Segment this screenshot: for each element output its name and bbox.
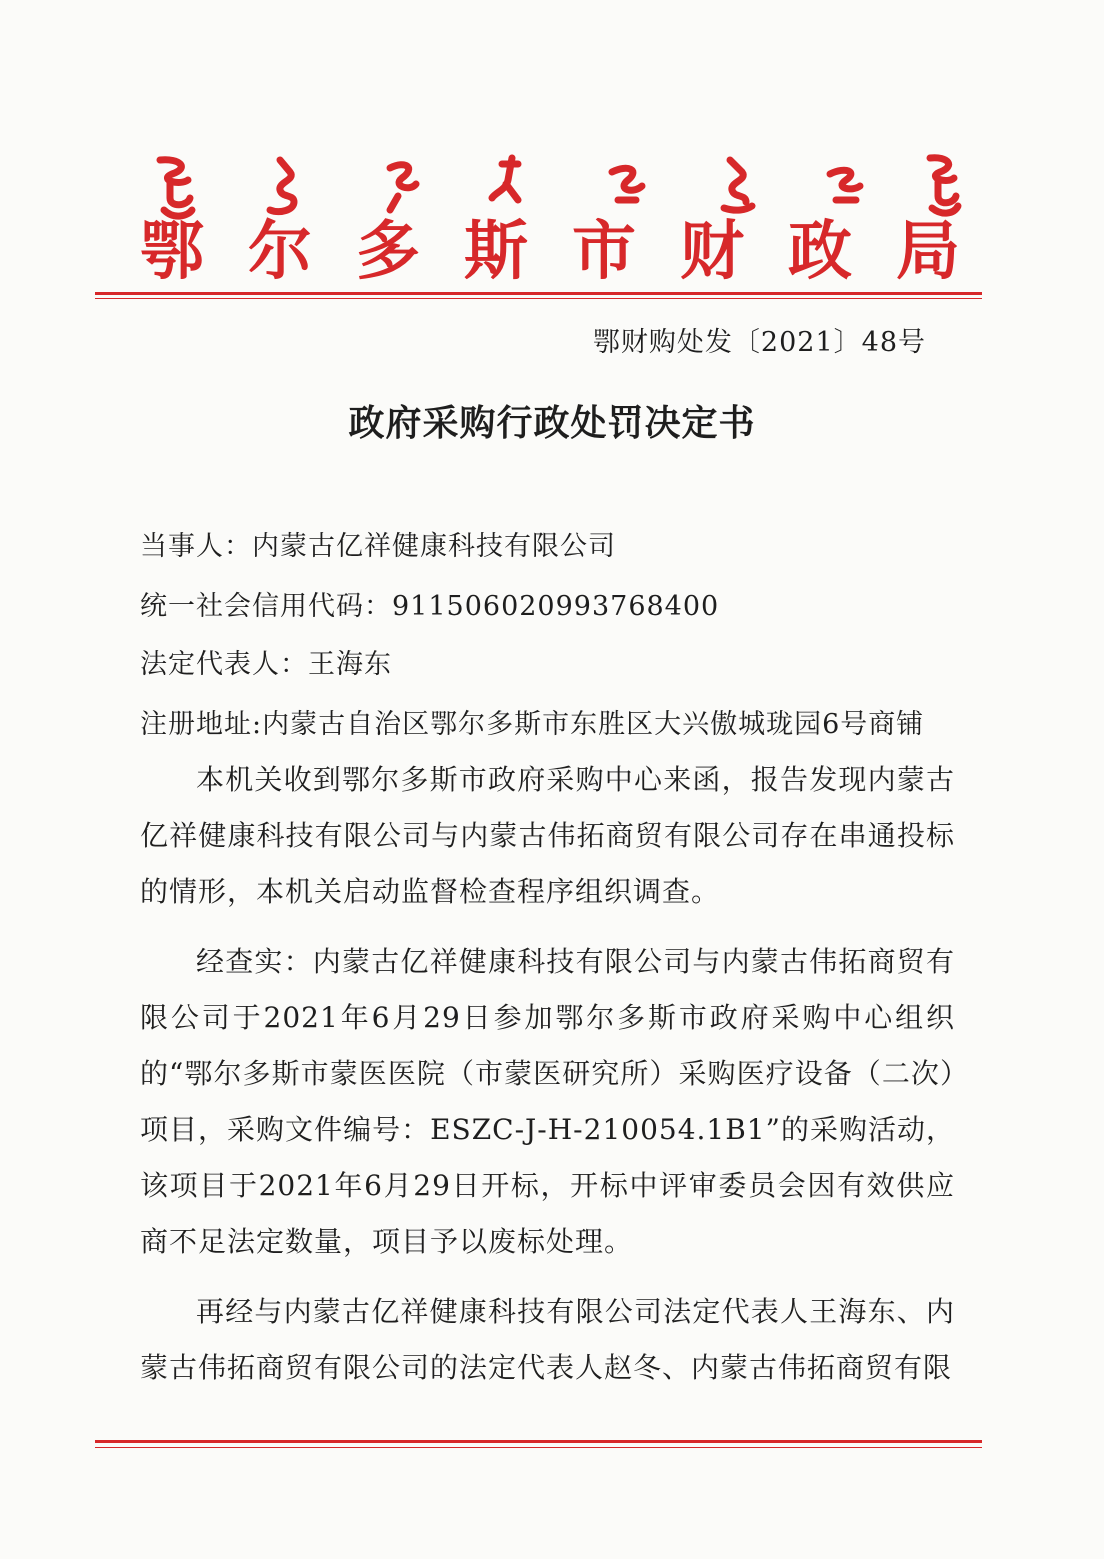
agency-name-char: 鄂 [140, 214, 204, 289]
agency-name-char: 政 [788, 214, 852, 289]
party-name-field: 当事人：内蒙古亿祥健康科技有限公司 [140, 531, 616, 562]
legal-representative-field: 法定代表人：王海东 [140, 649, 392, 680]
footer-divider-thin [95, 1447, 982, 1448]
header-divider-thin [95, 298, 982, 299]
document-body [140, 752, 955, 1396]
agency-name-char: 斯 [464, 214, 528, 289]
document-title: 政府采购行政处罚决定书 [348, 402, 756, 444]
credit-code-field: 统一社会信用代码：911506020993768400 [140, 591, 720, 622]
agency-name-char: 市 [572, 214, 636, 289]
body-paragraph: 再经与内蒙古亿祥健康科技有限公司法定代表人王海东、内蒙古伟拓商贸有限公司的法定代表人赵冬、内蒙古伟拓商贸有限 [140, 1295, 955, 1384]
header-divider-thick [95, 292, 982, 295]
agency-name-char: 多 [356, 214, 420, 289]
agency-name-char: 财 [680, 214, 744, 289]
agency-name-char: 尔 [248, 214, 312, 289]
body-paragraph: 经查实：内蒙古亿祥健康科技有限公司与内蒙古伟拓商贸有限公司于2021年6月29日参加鄂尔多斯市政府采购中心组织的“鄂尔多斯市蒙医医院（市蒙医研究所）采购医疗设备（二次）项目，采购文件编号：ESZC-J-H-210054.1B1”的采购活动，该项目于2021年6月29日开标，开标中评审委员会因有效供应商不足法定数量，项目予以废标处理。 [140, 945, 955, 1258]
document-number: 鄂财购处发〔2021〕48号 [592, 327, 926, 358]
registered-address-field: 注册地址:内蒙古自治区鄂尔多斯市东胜区大兴傲城珑园6号商铺 [140, 709, 925, 740]
body-paragraph: 本机关收到鄂尔多斯市政府采购中心来函，报告发现内蒙古亿祥健康科技有限公司与内蒙古伟拓商贸有限公司存在串通投标的情形，本机关启动监督检查程序组织调查。 [140, 763, 955, 908]
agency-name [140, 200, 960, 292]
agency-name-char: 局 [896, 214, 960, 289]
footer-divider-thick [95, 1440, 982, 1443]
